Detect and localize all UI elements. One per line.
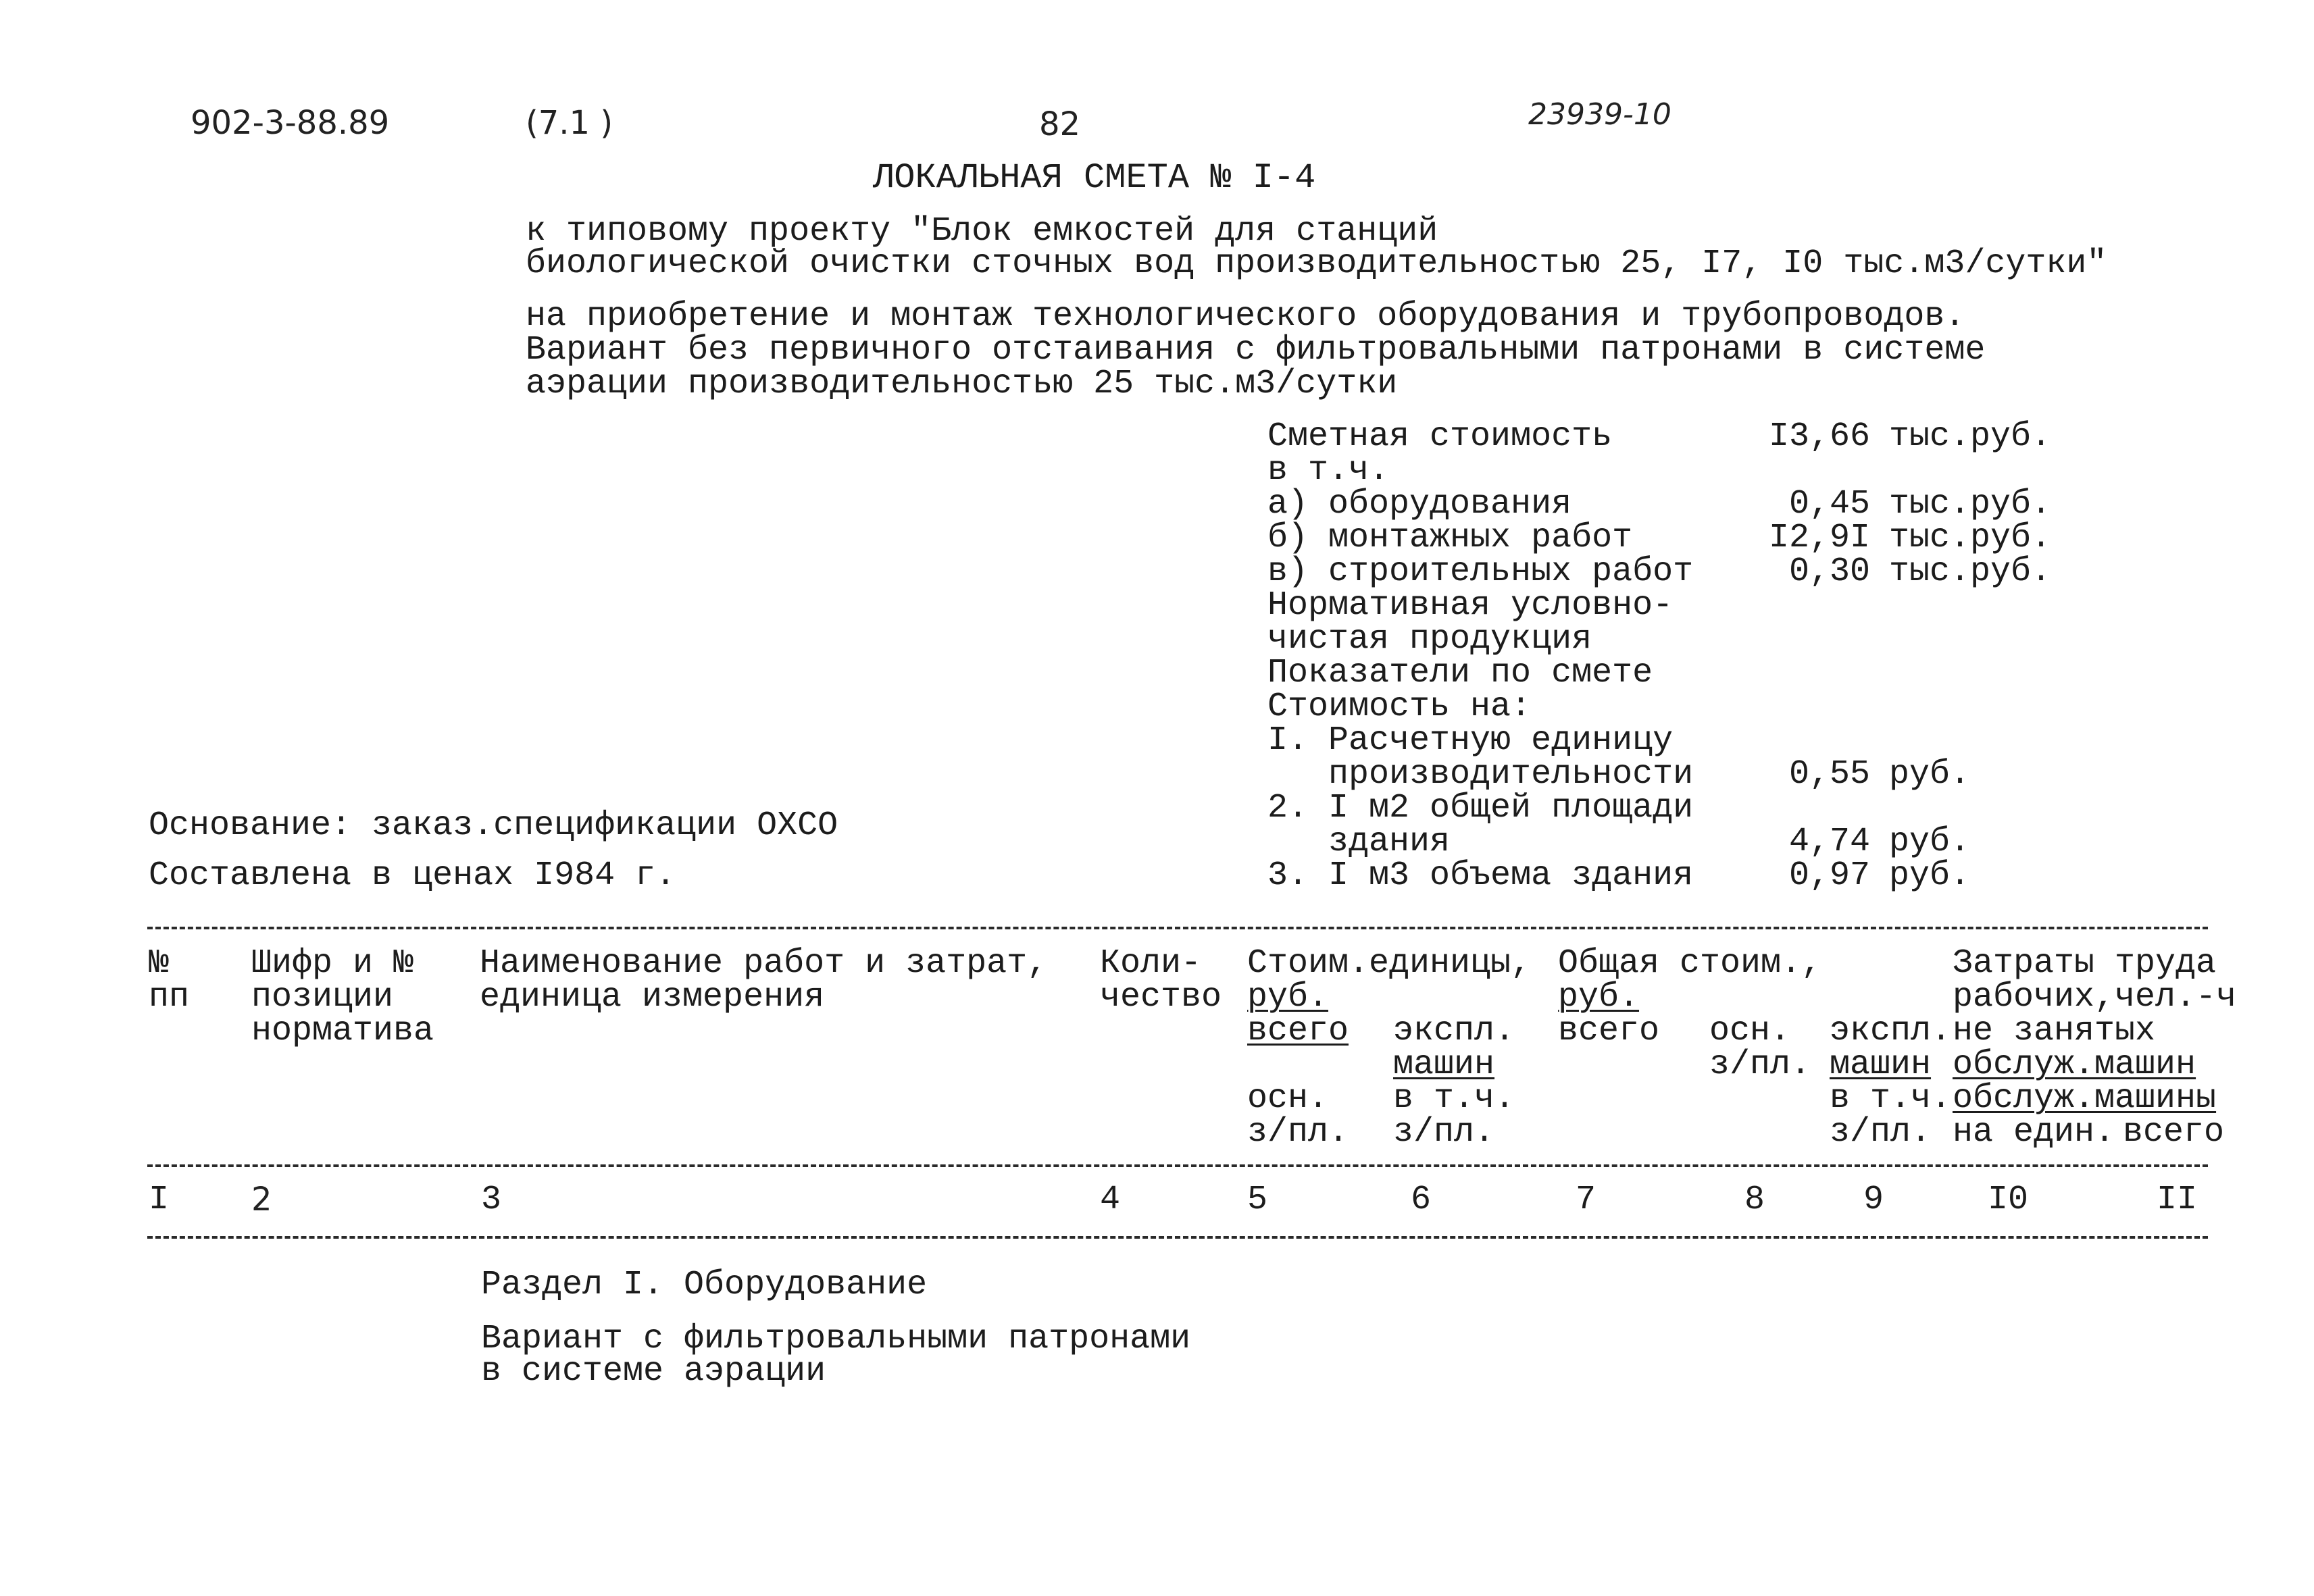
section-title: Раздел I. Оборудование bbox=[481, 1266, 928, 1304]
basis-line: Основание: заказ.спецификации ОХСО bbox=[149, 806, 838, 845]
col1011-sub-1: не занятых bbox=[1953, 1012, 2156, 1050]
colnum-3: 3 bbox=[481, 1181, 502, 1219]
construction-cost-label: в) строительных работ bbox=[1267, 552, 1694, 591]
col9-h2: машин bbox=[1830, 1046, 1932, 1084]
construction-cost-value: 0,30 bbox=[1788, 552, 1870, 591]
col56-unit: руб. bbox=[1247, 978, 1329, 1016]
col3-h1: Наименование работ и затрат, bbox=[480, 944, 1048, 983]
col9-h4: з/пл. bbox=[1830, 1113, 1932, 1152]
col9-h1: экспл. bbox=[1830, 1012, 1952, 1050]
subtitle-line-2: биологической очистки сточных вод производительностью 25, I7, I0 тыс.м3/сутки" bbox=[526, 244, 2107, 283]
col8-h2: з/пл. bbox=[1709, 1046, 1811, 1084]
per-m3-label: 3. I м3 объема здания bbox=[1267, 856, 1694, 895]
col9-h3: в т.ч. bbox=[1830, 1079, 1952, 1118]
per-m3-unit: руб. bbox=[1889, 856, 1971, 895]
table-numbers-rule bbox=[147, 1236, 2208, 1239]
col4-h2: чество bbox=[1100, 978, 1222, 1016]
album-number: (7.1 ) bbox=[526, 104, 613, 142]
col789-unit: руб. bbox=[1558, 978, 1640, 1016]
normative-label-1: Нормативная условно- bbox=[1267, 586, 1674, 625]
inventory-number: 23939-10 bbox=[1528, 97, 1671, 132]
colnum-7: 7 bbox=[1576, 1181, 1596, 1219]
colnum-8: 8 bbox=[1744, 1181, 1765, 1219]
per-m3-value: 0,97 bbox=[1788, 856, 1870, 895]
equipment-cost-unit: тыс.руб. bbox=[1889, 485, 2052, 523]
installation-cost-unit: тыс.руб. bbox=[1889, 519, 2052, 557]
section-variant-1: Вариант с фильтровальными патронами bbox=[481, 1320, 1191, 1358]
colnum-11: II bbox=[2157, 1181, 2198, 1219]
per-m2-label-2: здания bbox=[1267, 823, 1451, 861]
per-m2-value: 4,74 bbox=[1788, 823, 1870, 861]
subtitle-line-1: к типовому проекту "Блок емкостей для станций bbox=[526, 212, 1438, 251]
per-unit-unit: руб. bbox=[1889, 755, 1971, 794]
col4-h1: Коли- bbox=[1100, 944, 1202, 983]
col1011-top-1: Затраты труда bbox=[1953, 944, 2217, 983]
page-number: 82 bbox=[1039, 105, 1081, 143]
colnum-4: 4 bbox=[1100, 1181, 1121, 1219]
col6-h1: экспл. bbox=[1393, 1012, 1515, 1050]
installation-cost-value: I2,9I bbox=[1768, 519, 1870, 557]
colnum-6: 6 bbox=[1411, 1181, 1432, 1219]
col8-h1: осн. bbox=[1709, 1012, 1791, 1050]
total-cost-value: I3,66 bbox=[1768, 417, 1870, 456]
purpose-line-2: Вариант без первичного отстаивания с фильтровальными патронами в системе bbox=[526, 331, 1986, 369]
table-top-rule bbox=[147, 927, 2208, 929]
col1011-sub-2: обслуж.машин bbox=[1953, 1046, 2196, 1084]
colnum-10: I0 bbox=[1988, 1181, 2029, 1219]
col2-h3: норматива bbox=[251, 1012, 434, 1050]
col1011-top-2: рабочих,чел.-ч bbox=[1953, 978, 2237, 1016]
col2-h1: Шифр и № bbox=[251, 944, 414, 983]
total-cost-label: Сметная стоимость bbox=[1267, 417, 1613, 456]
colnum-9: 9 bbox=[1863, 1181, 1884, 1219]
col789-top: Общая стоим., bbox=[1558, 944, 1822, 983]
colnum-2: 2 bbox=[251, 1181, 272, 1218]
per-m2-label-1: 2. I м2 общей площади bbox=[1267, 789, 1694, 827]
col1-h2: пп bbox=[149, 978, 190, 1016]
doc-number: 902-3-88.89 bbox=[191, 104, 390, 142]
col3-h2: единица измерения bbox=[480, 978, 825, 1016]
col7-h1: всего bbox=[1558, 1012, 1660, 1050]
per-m2-unit: руб. bbox=[1889, 823, 1971, 861]
col5-h3: з/пл. bbox=[1247, 1113, 1349, 1152]
per-unit-label-1: I. Расчетную единицу bbox=[1267, 721, 1674, 760]
col10-h: на един. bbox=[1953, 1113, 2115, 1152]
table-header-rule bbox=[147, 1164, 2208, 1167]
total-cost-unit: тыс.руб. bbox=[1889, 417, 2052, 456]
col6-h2: машин bbox=[1393, 1046, 1495, 1084]
cost-per-label: Стоимость на: bbox=[1267, 688, 1532, 726]
normative-label-2: чистая продукция bbox=[1267, 620, 1592, 659]
per-unit-label-2: производительности bbox=[1267, 755, 1694, 794]
col2-h2: позиции bbox=[251, 978, 394, 1016]
col6-h4: з/пл. bbox=[1393, 1113, 1495, 1152]
colnum-1: I bbox=[149, 1181, 170, 1219]
col6-h3: в т.ч. bbox=[1393, 1079, 1515, 1118]
indicators-label: Показатели по смете bbox=[1267, 654, 1653, 692]
section-variant-2: в системе аэрации bbox=[481, 1352, 826, 1391]
col56-top: Стоим.единицы, bbox=[1247, 944, 1532, 983]
col1011-sub-3: обслуж.машины bbox=[1953, 1079, 2217, 1118]
col1-h1: № bbox=[149, 944, 170, 983]
construction-cost-unit: тыс.руб. bbox=[1889, 552, 2052, 591]
col5-h1: всего bbox=[1247, 1012, 1349, 1050]
prices-line: Составлена в ценах I984 г. bbox=[149, 856, 676, 895]
including-label: в т.ч. bbox=[1267, 451, 1390, 490]
equipment-cost-label: а) оборудования bbox=[1267, 485, 1572, 523]
col11-h: всего bbox=[2123, 1113, 2225, 1152]
installation-cost-label: б) монтажных работ bbox=[1267, 519, 1633, 557]
col5-h2: осн. bbox=[1247, 1079, 1329, 1118]
per-unit-value: 0,55 bbox=[1788, 755, 1870, 794]
purpose-line-1: на приобретение и монтаж технологического оборудования и трубопроводов. bbox=[526, 297, 1965, 336]
equipment-cost-value: 0,45 bbox=[1788, 485, 1870, 523]
page-title: ЛОКАЛЬНАЯ СМЕТА № I-4 bbox=[873, 158, 1316, 198]
colnum-5: 5 bbox=[1247, 1181, 1268, 1219]
purpose-line-3: аэрации производительностью 25 тыс.м3/сутки bbox=[526, 365, 1398, 403]
